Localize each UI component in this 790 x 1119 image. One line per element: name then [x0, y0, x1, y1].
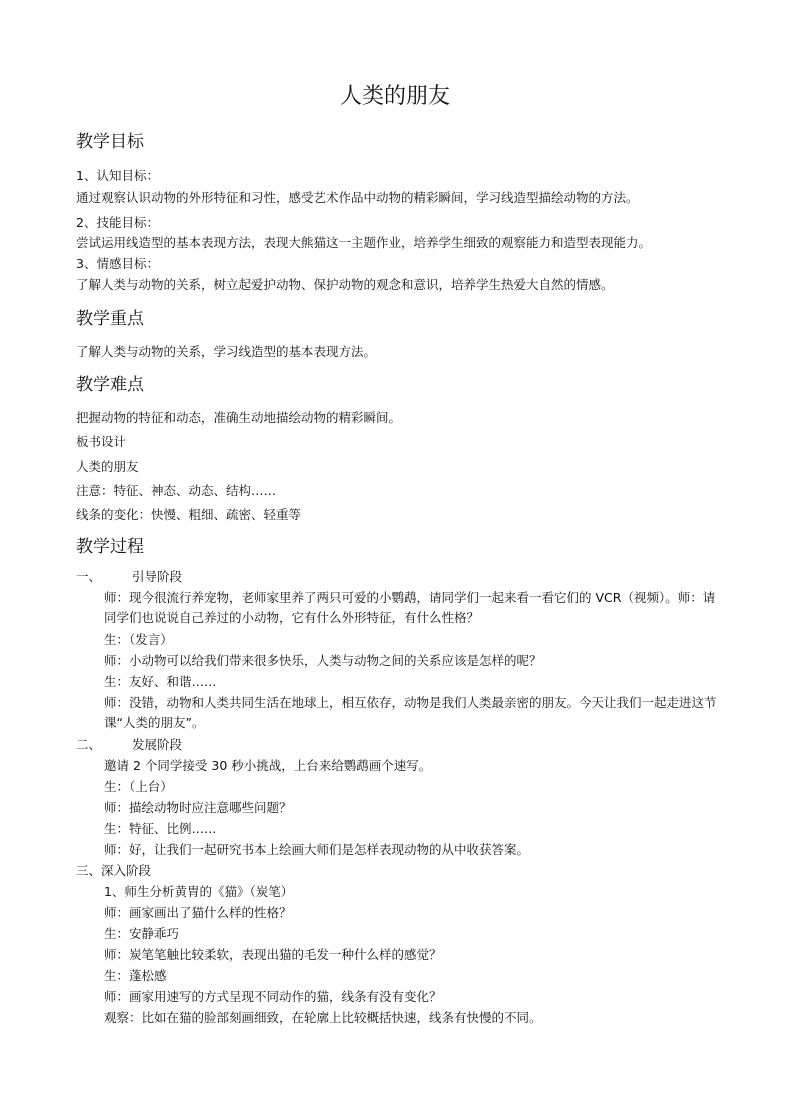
stage-1-line-4: 生：友好、和谐……	[104, 674, 217, 689]
stage-3-line-3: 生：安静乖巧	[104, 926, 180, 941]
stage-3-line-1: 1、师生分析黄胄的《猫》（炭笔）	[104, 884, 294, 899]
heading-process: 教学过程	[76, 537, 144, 557]
stage-2-number: 二、	[76, 737, 102, 752]
board-line-2: 注意：特征、神态、动态、结构……	[76, 483, 277, 498]
difficulties-text: 把握动物的特征和动态，准确生动地描绘动物的精彩瞬间。	[76, 410, 402, 425]
stage-1-title: 引导阶段	[132, 569, 183, 584]
stage-2-heading	[76, 735, 182, 755]
heading-goals: 教学目标	[76, 132, 144, 152]
stage-1-heading	[76, 567, 182, 587]
stage-1-line-2: 生：（发言）	[104, 632, 173, 647]
stage-3-line-4: 师：炭笔笔触比较柔软，表现出猫的毛发一种什么样的感觉？	[104, 947, 442, 962]
stage-1-line-5: 师：没错，动物和人类共同生活在地球上，相互依存，动物是我们人类最亲密的朋友。今天让我们一起走进这节课“人类的朋友”。	[104, 695, 717, 730]
stage-2-line-5: 师：好，让我们一起研究书本上绘画大师们是怎样表现动物的从中收获答案。	[104, 842, 530, 857]
stage-3-line-6: 师：画家用速写的方式呈现不同动作的猫，线条有没有变化？	[104, 989, 442, 1004]
goal-2-text: 尝试运用线造型的基本表现方法，表现大熊猫这一主题作业，培养学生细致的观察能力和造型表现能力。	[76, 235, 652, 250]
stage-1-number: 一、	[76, 569, 102, 584]
board-line-3: 线条的变化：快慢、粗细、疏密、轻重等	[76, 507, 302, 522]
goal-3-label: 3、情感目标：	[76, 256, 159, 271]
stage-1-line-1: 师：现今很流行养宠物，老师家里养了两只可爱的小鹦鹉，请同学们一起来看一看它们的 VCR（视频）。师：请同学们也说说自己养过的小动物，它有什么外形特征，有什么性格？	[104, 590, 716, 625]
heading-difficulties: 教学难点	[76, 375, 144, 395]
stage-2-line-3: 师：描绘动物时应注意哪些问题？	[104, 800, 292, 815]
stage-3-title: 三、深入阶段	[76, 863, 152, 878]
stage-2-line-2: 生：（上台）	[104, 779, 173, 794]
board-label: 板书设计	[76, 434, 127, 449]
board-line-1: 人类的朋友	[76, 459, 139, 474]
stage-2-title: 发展阶段	[132, 737, 183, 752]
goal-1-text: 通过观察认识动物的外形特征和习性，感受艺术作品中动物的精彩瞬间，学习线造型描绘动物的方法。	[76, 190, 639, 205]
stage-2-line-1: 邀请 2 个同学接受 30 秒小挑战，上台来给鹦鹉画个速写。	[104, 758, 432, 773]
stage-2-line-4: 生：特征、比例……	[104, 821, 217, 836]
key-points-text: 了解人类与动物的关系，学习线造型的基本表现方法。	[76, 344, 377, 359]
stage-3-line-7: 观察：比如在猫的脸部刻画细致，在轮廓上比较概括快速，线条有快慢的不同。	[104, 1010, 542, 1025]
stage-3-line-5: 生：蓬松感	[104, 968, 167, 983]
stage-1-line-3: 师：小动物可以给我们带来很多快乐，人类与动物之间的关系应该是怎样的呢？	[104, 653, 542, 668]
heading-key-points: 教学重点	[76, 309, 144, 329]
goal-3-text: 了解人类与动物的关系，树立起爱护动物、保护动物的观念和意识，培养学生热爱大自然的情感。	[76, 277, 614, 292]
page-title: 人类的朋友	[339, 84, 450, 109]
stage-3-line-2: 师：画家画出了猫什么样的性格？	[104, 905, 292, 920]
goal-2-label: 2、技能目标：	[76, 215, 159, 230]
goal-1-label: 1、认知目标：	[76, 168, 159, 183]
